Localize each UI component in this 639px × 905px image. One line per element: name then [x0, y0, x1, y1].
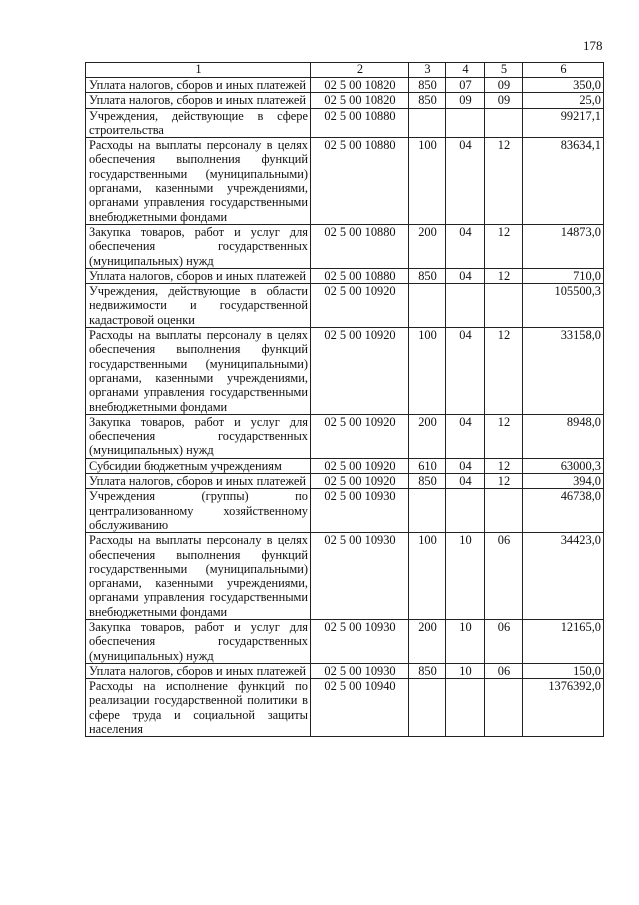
col-header-vr: 3	[409, 63, 446, 78]
cell-pr	[485, 489, 523, 533]
cell-amount: 1376392,0	[523, 679, 604, 737]
cell-amount: 150,0	[523, 663, 604, 678]
col-header-code: 2	[311, 63, 409, 78]
cell-description: Учреждения, действующие в области недвижимости и государственной кадастровой оценки	[86, 284, 311, 328]
cell-pr: 06	[485, 663, 523, 678]
cell-description: Уплата налогов, сборов и иных платежей	[86, 78, 311, 93]
cell-code: 02 5 00 10880	[311, 268, 409, 283]
table-row	[86, 268, 604, 283]
cell-amount: 8948,0	[523, 414, 604, 458]
cell-amount: 34423,0	[523, 533, 604, 620]
cell-amount: 14873,0	[523, 224, 604, 268]
cell-amount: 25,0	[523, 93, 604, 108]
table-row	[86, 474, 604, 489]
header-row	[86, 63, 604, 78]
cell-code: 02 5 00 10930	[311, 619, 409, 663]
cell-description: Расходы на выплаты персоналу в целях обеспечения выполнения функций государственными (муниципальными) органами, казенными учреждениями, органами управления государственными внебюджетными фондами	[86, 328, 311, 415]
cell-pr: 12	[485, 138, 523, 225]
cell-code: 02 5 00 10820	[311, 78, 409, 93]
cell-description: Уплата налогов, сборов и иных платежей	[86, 663, 311, 678]
table-row	[86, 224, 604, 268]
cell-code: 02 5 00 10920	[311, 328, 409, 415]
cell-vr	[409, 489, 446, 533]
cell-vr: 200	[409, 224, 446, 268]
cell-rz: 04	[446, 414, 485, 458]
cell-vr: 850	[409, 663, 446, 678]
table-row	[86, 284, 604, 328]
cell-code: 02 5 00 10920	[311, 474, 409, 489]
table-row	[86, 619, 604, 663]
cell-vr: 850	[409, 93, 446, 108]
cell-rz: 07	[446, 78, 485, 93]
cell-description: Расходы на выплаты персоналу в целях обеспечения выполнения функций государственными (муниципальными) органами, казенными учреждениями, органами управления государственными внебюджетными фондами	[86, 138, 311, 225]
cell-description: Закупка товаров, работ и услуг для обеспечения государственных (муниципальных) нужд	[86, 224, 311, 268]
cell-description: Закупка товаров, работ и услуг для обеспечения государственных (муниципальных) нужд	[86, 619, 311, 663]
cell-vr: 200	[409, 619, 446, 663]
table-row	[86, 489, 604, 533]
cell-vr: 100	[409, 138, 446, 225]
table-row	[86, 414, 604, 458]
cell-amount: 63000,3	[523, 458, 604, 473]
cell-code: 02 5 00 10880	[311, 138, 409, 225]
cell-amount: 710,0	[523, 268, 604, 283]
cell-vr: 200	[409, 414, 446, 458]
table-row	[86, 138, 604, 225]
cell-amount: 394,0	[523, 474, 604, 489]
cell-description: Уплата налогов, сборов и иных платежей	[86, 93, 311, 108]
cell-code: 02 5 00 10880	[311, 224, 409, 268]
cell-description: Уплата налогов, сборов и иных платежей	[86, 474, 311, 489]
cell-code: 02 5 00 10880	[311, 108, 409, 138]
budget-table	[85, 62, 604, 737]
cell-rz: 10	[446, 533, 485, 620]
cell-rz: 04	[446, 474, 485, 489]
cell-description: Учреждения, действующие в сфере строительства	[86, 108, 311, 138]
cell-rz: 04	[446, 268, 485, 283]
cell-pr: 12	[485, 474, 523, 489]
cell-description: Закупка товаров, работ и услуг для обеспечения государственных (муниципальных) нужд	[86, 414, 311, 458]
table-row	[86, 533, 604, 620]
cell-code: 02 5 00 10920	[311, 284, 409, 328]
cell-rz: 09	[446, 93, 485, 108]
col-header-rz: 4	[446, 63, 485, 78]
cell-code: 02 5 00 10820	[311, 93, 409, 108]
cell-vr	[409, 284, 446, 328]
cell-code: 02 5 00 10920	[311, 414, 409, 458]
cell-rz: 04	[446, 458, 485, 473]
table-row	[86, 78, 604, 93]
cell-code: 02 5 00 10930	[311, 489, 409, 533]
col-header-amount: 6	[523, 63, 604, 78]
cell-rz: 10	[446, 619, 485, 663]
cell-rz: 10	[446, 663, 485, 678]
cell-amount: 46738,0	[523, 489, 604, 533]
cell-code: 02 5 00 10920	[311, 458, 409, 473]
cell-vr: 850	[409, 78, 446, 93]
cell-pr: 12	[485, 458, 523, 473]
cell-pr: 09	[485, 78, 523, 93]
cell-pr: 06	[485, 619, 523, 663]
cell-rz: 04	[446, 224, 485, 268]
cell-vr: 100	[409, 328, 446, 415]
table-row	[86, 328, 604, 415]
cell-amount: 105500,3	[523, 284, 604, 328]
cell-rz: 04	[446, 328, 485, 415]
cell-pr: 06	[485, 533, 523, 620]
cell-pr: 09	[485, 93, 523, 108]
cell-rz: 04	[446, 138, 485, 225]
cell-vr: 850	[409, 474, 446, 489]
cell-pr: 12	[485, 328, 523, 415]
cell-pr: 12	[485, 224, 523, 268]
cell-amount: 12165,0	[523, 619, 604, 663]
cell-rz	[446, 679, 485, 737]
cell-pr: 12	[485, 268, 523, 283]
cell-vr: 850	[409, 268, 446, 283]
col-header-description: 1	[86, 63, 311, 78]
table-row	[86, 108, 604, 138]
cell-vr: 610	[409, 458, 446, 473]
cell-code: 02 5 00 10930	[311, 663, 409, 678]
cell-code: 02 5 00 10940	[311, 679, 409, 737]
page-number: 178	[583, 38, 603, 53]
col-header-pr: 5	[485, 63, 523, 78]
cell-rz	[446, 284, 485, 328]
cell-vr	[409, 679, 446, 737]
cell-pr: 12	[485, 414, 523, 458]
cell-rz	[446, 489, 485, 533]
table-row	[86, 458, 604, 473]
table-row	[86, 663, 604, 678]
table-row	[86, 93, 604, 108]
cell-code: 02 5 00 10930	[311, 533, 409, 620]
cell-description: Расходы на выплаты персоналу в целях обеспечения выполнения функций государственными (муниципальными) органами, казенными учреждениями, органами управления государственными внебюджетными фондами	[86, 533, 311, 620]
cell-pr	[485, 108, 523, 138]
cell-amount: 33158,0	[523, 328, 604, 415]
cell-vr	[409, 108, 446, 138]
cell-pr	[485, 284, 523, 328]
cell-pr	[485, 679, 523, 737]
table-row	[86, 679, 604, 737]
cell-rz	[446, 108, 485, 138]
cell-vr: 100	[409, 533, 446, 620]
cell-amount: 83634,1	[523, 138, 604, 225]
cell-description: Расходы на исполнение функций по реализации государственной политики в сфере труда и социальной защиты населения	[86, 679, 311, 737]
cell-amount: 350,0	[523, 78, 604, 93]
cell-description: Субсидии бюджетным учреждениям	[86, 458, 311, 473]
cell-amount: 99217,1	[523, 108, 604, 138]
cell-description: Уплата налогов, сборов и иных платежей	[86, 268, 311, 283]
cell-description: Учреждения (группы) по централизованному хозяйственному обслуживанию	[86, 489, 311, 533]
